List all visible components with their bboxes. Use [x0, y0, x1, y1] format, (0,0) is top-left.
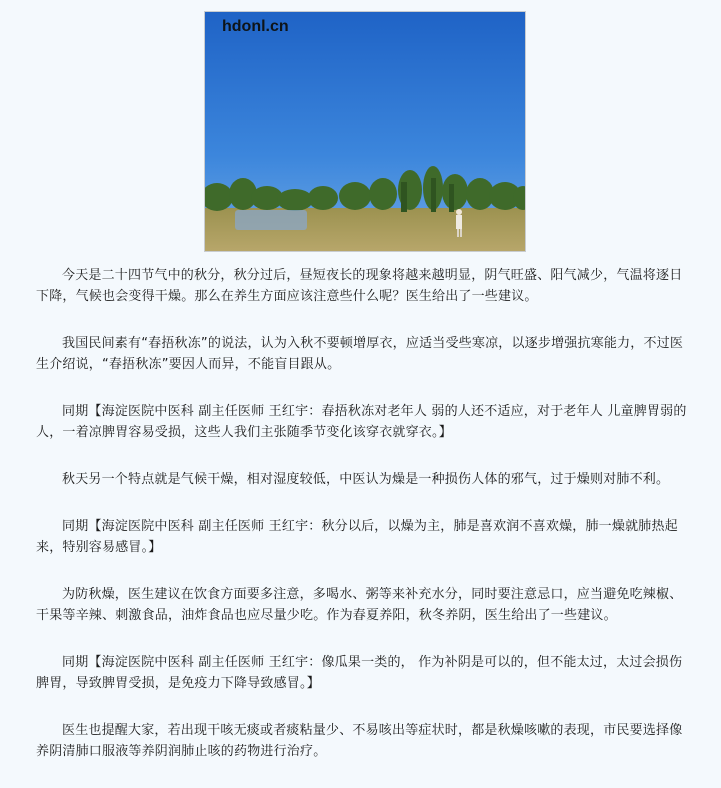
paragraph-8: 医生也提醒大家，若出现干咳无痰或者痰粘量少、不易咳出等症状时，都是秋燥咳嗽的表现，市民要选择像养阴清肺口服液等养阴润肺止咳的药物进行治疗。	[36, 723, 683, 759]
paragraph-1: 今天是二十四节气中的秋分，秋分过后，昼短夜长的现象将越来越明显，阴气旺盛、阳气减少，气温将逐日下降，气候也会变得干燥。那么在养生方面应该注意些什么呢？医生给出了一些建议。	[36, 268, 683, 304]
paragraph-5: 同期【海淀医院中医科 副主任医师 王红宇：秋分以后，以燥为主，肺是喜欢润不喜欢燥，肺一燥就肺热起来，特别容易感冒。】	[36, 519, 678, 555]
news-photo	[204, 11, 526, 252]
image-watermark-caption: hdonl.cn	[222, 18, 289, 35]
paragraph-7: 同期【海淀医院中医科 副主任医师 王红宇：像瓜果一类的， 作为补阴是可以的，但不能太过，太过会损伤脾胃，导致脾胃受损，是免疫力下降导致感冒。】	[36, 655, 683, 691]
park-scene-image	[205, 12, 525, 251]
paragraph-6: 为防秋燥，医生建议在饮食方面要多注意，多喝水、粥等来补充水分，同时要注意忌口，应当避免吃辣椒、干果等辛辣、刺激食品，油炸食品也应尽量少吃。作为春夏养阳，秋冬养阴，医生给出了一些建议。	[36, 587, 683, 623]
paragraph-2: 我国民间素有“春捂秋冻”的说法，认为入秋不要顿增厚衣，应适当受些寒凉，以逐步增强抗寒能力，不过医生介绍说，“春捂秋冻”要因人而异，不能盲目跟从。	[36, 336, 684, 372]
paragraph-3: 同期【海淀医院中医科 副主任医师 王红宇：春捂秋冻对老年人 弱的人还不适应，对于老年人 儿童脾胃弱的人，一着凉脾胃容易受损，这些人我们主张随季节变化该穿衣就穿衣。】	[36, 404, 687, 440]
article-body	[36, 265, 688, 788]
paragraph-4: 秋天另一个特点就是气候干燥，相对湿度较低，中医认为燥是一种损伤人体的邪气，过于燥则对肺不利。	[62, 472, 670, 487]
